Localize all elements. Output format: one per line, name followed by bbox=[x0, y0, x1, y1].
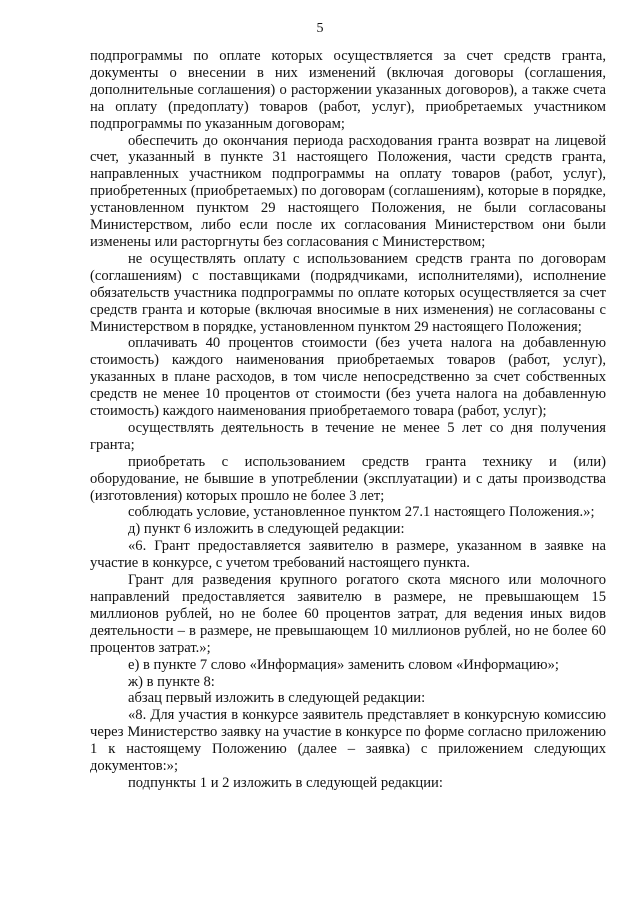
paragraph: подпрограммы по оплате которых осуществляется за счет средств гранта, документы о внесении в них изменений (включая договоры (соглашения, дополнительные соглашения) о расторжении указанных договоров), а также счета на оплату (предоплату) товаров (работ, услуг), приобретаемых участником подпрограммы по указанным договорам; bbox=[90, 48, 606, 132]
paragraph: осуществлять деятельность в течение не менее 5 лет со дня получения гранта; bbox=[90, 419, 606, 453]
paragraph: оплачивать 40 процентов стоимости (без учета налога на добавленную стоимость) каждого наименования приобретаемых товаров (работ, услуг), указанных в плане расходов, в том числе непосредственно за счет собственных средств не менее 10 процентов от стоимости (без учета налога на добавленную стоимость) каждого наименования приобретаемого товара (работ, услуг); bbox=[90, 335, 606, 420]
paragraph: «8. Для участия в конкурсе заявитель представляет в конкурсную комиссию через Министерство заявку на участие в конкурсе по форме согласно приложению 1 к настоящему Положению (далее – заявка) с приложением следующих документов:»; bbox=[90, 707, 606, 775]
page-number: 5 bbox=[316, 21, 324, 36]
document-body bbox=[90, 48, 606, 792]
paragraph: Грант для разведения крупного рогатого скота мясного или молочного направлений предоставляется заявителю в размере, не превышающем 15 миллионов рублей, но не более 60 процентов затрат, для ведения иных видов деятельности – в размере, не превышающем 10 миллионов рублей, но не более 60 процентов затрат.»; bbox=[90, 572, 606, 656]
paragraph: е) в пункте 7 слово «Информация» заменить словом «Информацию»; bbox=[128, 656, 559, 673]
paragraph: приобретать с использованием средств гранта технику и (или) оборудование, не бывшие в употреблении (эксплуатации) и с даты производства (изготовления) которых прошло не более 3 лет; bbox=[90, 453, 606, 504]
paragraph: ж) в пункте 8: bbox=[128, 673, 215, 690]
paragraph: д) пункт 6 изложить в следующей редакции: bbox=[128, 521, 405, 538]
paragraph: обеспечить до окончания периода расходования гранта возврат на лицевой счет, указанный в пункте 31 настоящего Положения, части средств гранта, направленных участником подпрограммы на оплату товаров (работ, услуг), приобретенных (приобретаемых) по договорам (соглашениям), которые в порядке, установленном пунктом 29 настоящего Положения, не были согласованы Министерством, либо если после их согласования Министерством они были изменены или расторгнуты без согласования с Министерством; bbox=[90, 132, 606, 250]
paragraph: не осуществлять оплату с использованием средств гранта по договорам (соглашениям) с поставщиками (подрядчиками, исполнителями), исполнение обязательств участника подпрограммы по оплате которых осуществляется за счет средств гранта и которые (включая вносимые в них изменения) не согласованы с Министерством в порядке, установленном пунктом 29 настоящего Положения; bbox=[90, 250, 606, 335]
paragraph: соблюдать условие, установленное пунктом 27.1 настоящего Положения.»; bbox=[128, 504, 595, 521]
paragraph: подпункты 1 и 2 изложить в следующей редакции: bbox=[128, 774, 443, 791]
paragraph: абзац первый изложить в следующей редакции: bbox=[128, 690, 426, 707]
paragraph: «6. Грант предоставляется заявителю в размере, указанном в заявке на участие в конкурсе, с учетом требований настоящего пункта. bbox=[90, 538, 606, 572]
